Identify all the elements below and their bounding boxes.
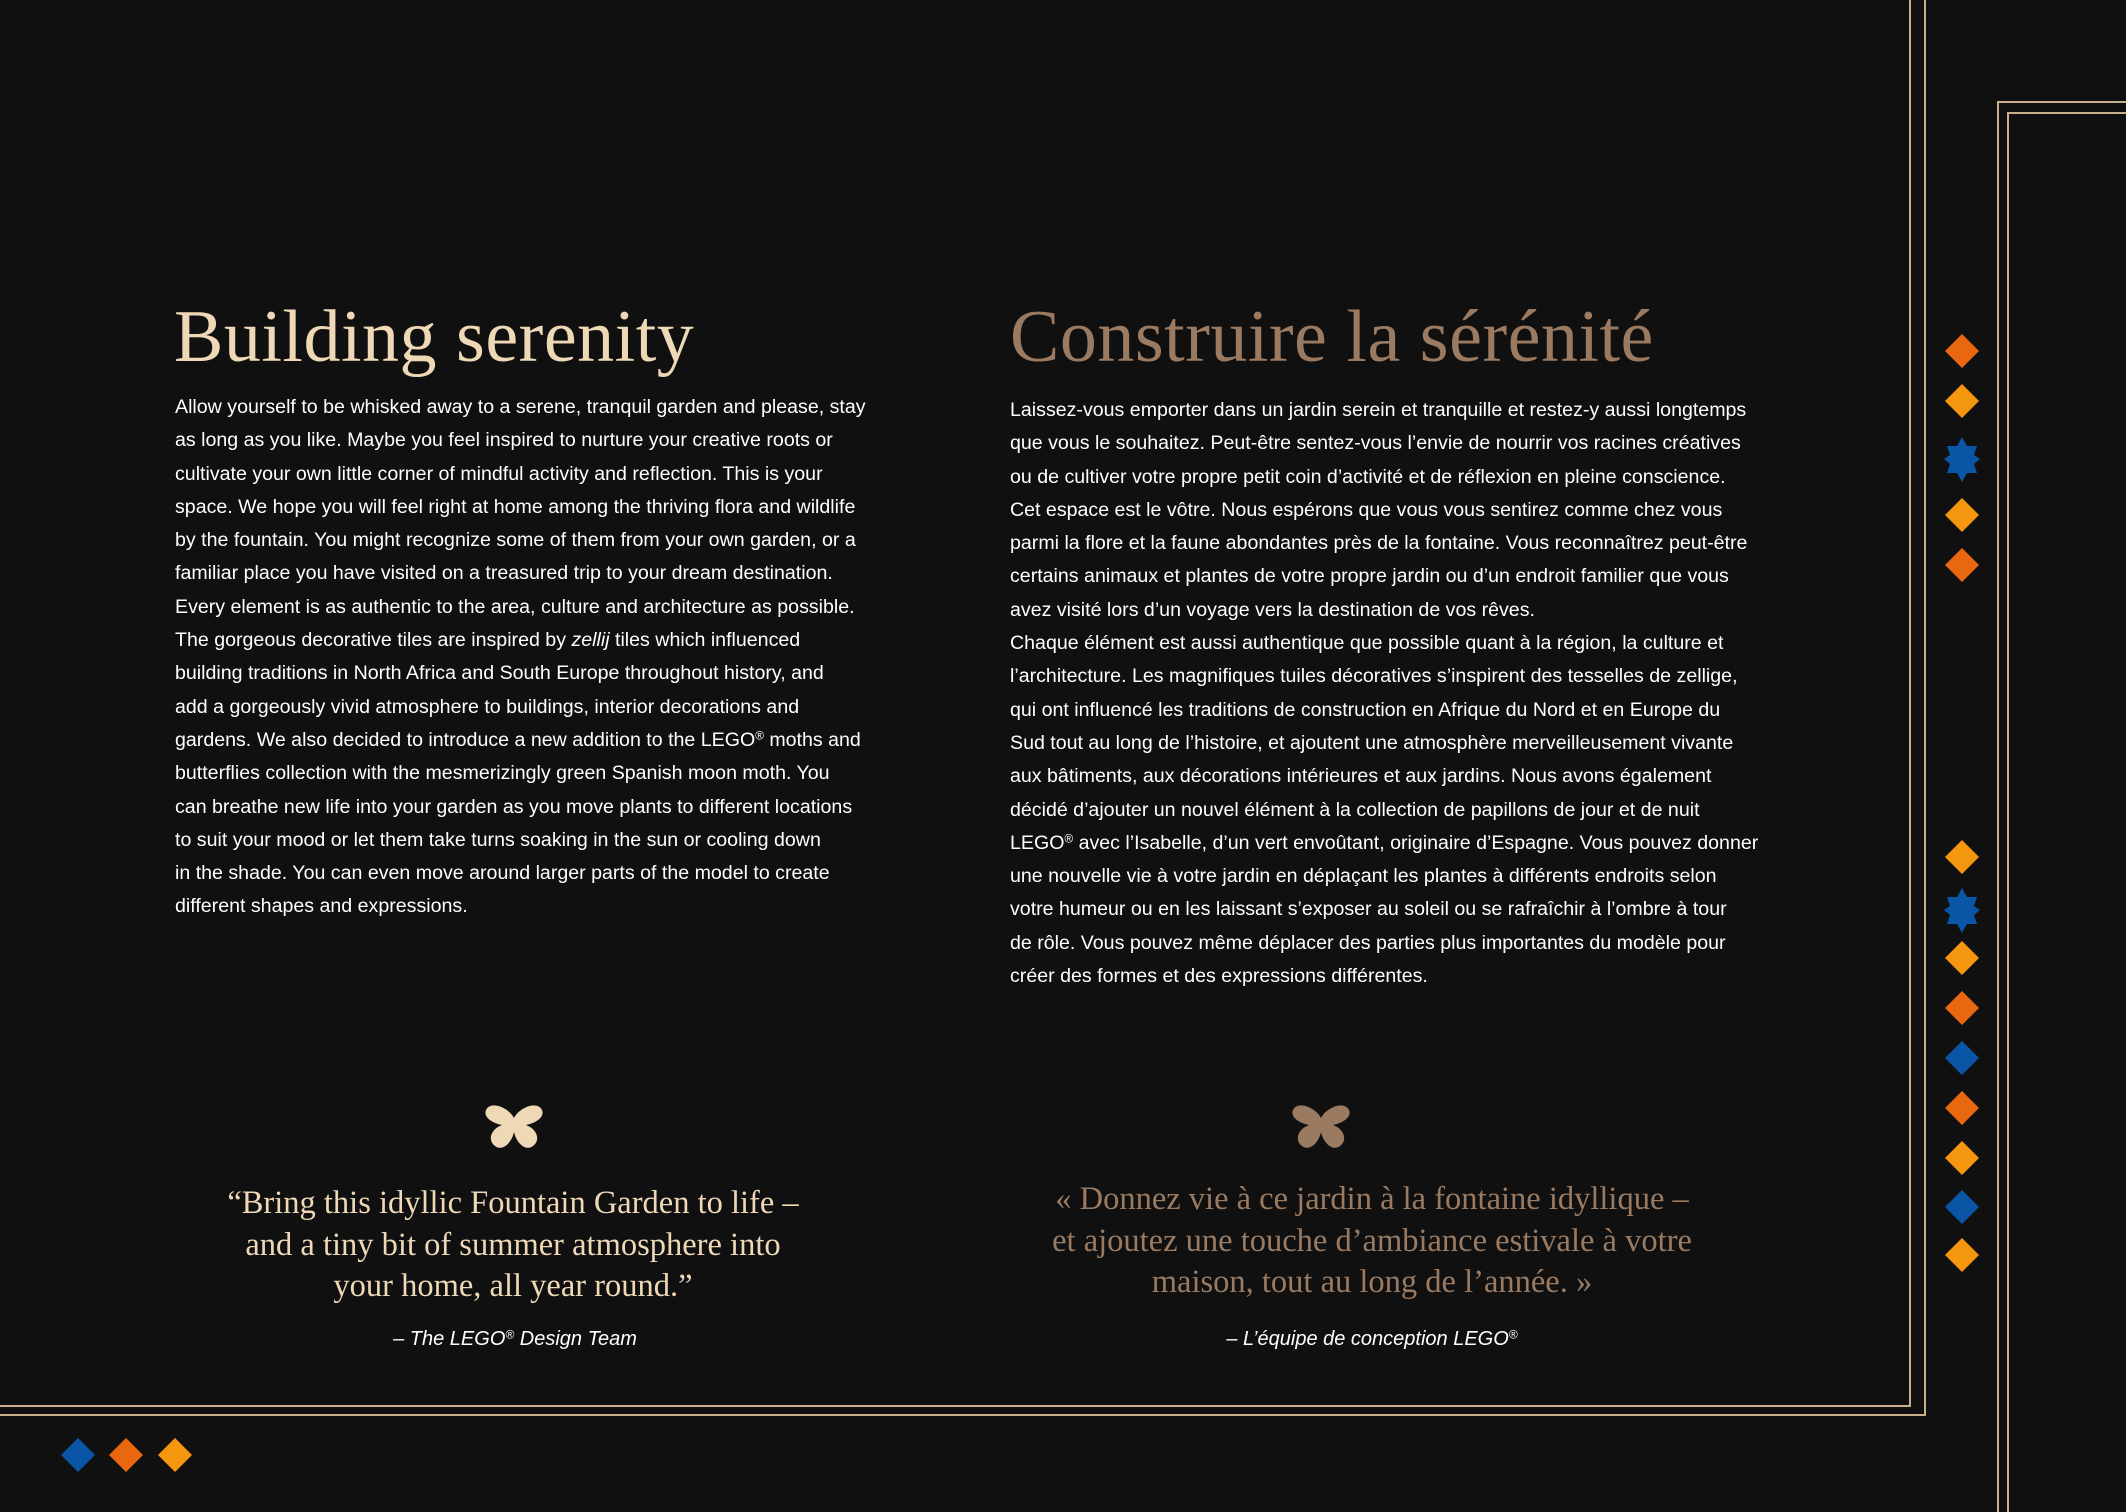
frame-line-outer-vertical [1924, 0, 1926, 1416]
credit-text: – The LEGO [393, 1328, 506, 1350]
frame-line-right-top-outer [1997, 101, 2126, 103]
body-line: by the fountain. You might recognize some of them from your own garden, or a [175, 529, 856, 552]
zellij-tile-icon [1945, 840, 1979, 874]
body-line: cultivate your own little corner of mindful activity and reflection. This is your [175, 462, 823, 485]
zellij-tile-icon [61, 1438, 95, 1472]
body-line: Cet espace est le vôtre. Nous espérons que vous vous sentirez comme chez vous [1010, 498, 1723, 521]
body-line: Sud tout au long de l’histoire, et ajoutent une atmosphère merveilleusement vivante [1010, 731, 1734, 754]
body-line: can breathe new life into your garden as you move plants to different locations [175, 795, 853, 818]
zellij-tile-icon [1945, 334, 1979, 368]
body-line: Every element is as authentic to the area, culture and architecture as possible. [175, 595, 855, 618]
body-line [175, 724, 905, 757]
zellij-tile-icon [1945, 498, 1979, 532]
zellij-tile-icon [1945, 1041, 1979, 1075]
body-line: avez visité lors d’un voyage vers la destination de vos rêves. [1010, 598, 1535, 621]
zellij-tile-icon [1945, 941, 1979, 975]
body-line: décidé d’ajouter un nouvel élément à la collection de papillons de jour et de nuit [1010, 798, 1700, 821]
body-text: moths and [763, 728, 861, 751]
body-line: Chaque élément est aussi authentique que possible quant à la région, la culture et [1010, 632, 1724, 655]
frame-line-right-vertical-inner [2007, 112, 2009, 1512]
zellij-tile-icon [1944, 437, 1980, 482]
quote-line: « Donnez vie à ce jardin à la fontaine idyllique – [1055, 1181, 1689, 1217]
quote-english [180, 1183, 846, 1308]
butterfly-icon [1290, 1098, 1352, 1154]
registered-mark: ® [1064, 832, 1074, 846]
body-text: The gorgeous decorative tiles are inspired by [175, 629, 572, 652]
body-line: Allow yourself to be whisked away to a serene, tranquil garden and please, stay [175, 396, 866, 418]
frame-line-right-vertical-outer [1997, 101, 1999, 1512]
quote-line: et ajoutez une touche d’ambiance estivale à votre [1052, 1222, 1692, 1259]
body-line: parmi la flore et la faune abondantes près de la fontaine. Vous reconnaîtrez peut-être [1010, 532, 1748, 555]
body-line: créer des formes et des expressions différentes. [1010, 965, 1428, 988]
zellij-tile-icon [1944, 888, 1980, 933]
body-text: gardens. We also decided to introduce a new addition to the LEGO [175, 728, 756, 751]
zellij-tile-icon [109, 1438, 143, 1472]
credit-text: – L’équipe de conception LEGO [1226, 1328, 1509, 1350]
body-line: ou de cultiver votre propre petit coin d’activité et de réflexion en pleine conscience. [1010, 465, 1726, 488]
body-text: tiles which influenced [609, 629, 801, 652]
zellij-tiles-bottom [56, 1434, 196, 1478]
body-line: to suit your mood or let them take turns soaking in the sun or cooling down [175, 828, 821, 851]
title-english: Building serenity [174, 296, 695, 378]
zellij-italic: zellij [571, 629, 610, 652]
body-line: votre humeur ou en les laissant s’exposer au soleil ou se rafraîchir à l’ombre à tour [1010, 898, 1727, 921]
body-line: building traditions in North Africa and South Europe throughout history, and [175, 662, 824, 685]
body-line: certains animaux et plantes de votre propre jardin ou d’un endroit familier que vous [1010, 565, 1729, 588]
title-french: Construire la sérénité [1010, 296, 1654, 378]
zellij-tile-icon [1945, 1091, 1979, 1125]
body-line: add a gorgeously vivid atmosphere to buildings, interior decorations and [175, 695, 800, 718]
quote-line: “Bring this idyllic Fountain Garden to life – [227, 1185, 799, 1221]
quote-line: your home, all year round.” [333, 1268, 693, 1304]
body-line: une nouvelle vie à votre jardin en déplaçant les plantes à différents endroits selon [1010, 865, 1717, 888]
frame-line-inner-vertical [1909, 0, 1911, 1407]
body-line: as long as you like. Maybe you feel inspired to nurture your creative roots or [175, 429, 833, 452]
body-line: qui ont influencé les traditions de construction en Afrique du Nord et en Europe du [1010, 698, 1721, 721]
butterfly-icon [483, 1098, 545, 1154]
frame-line-right-top-inner [2007, 112, 2126, 114]
zellij-tiles-right [1930, 320, 1994, 1280]
zellij-tile-icon [1945, 1141, 1979, 1175]
frame-line-inner-horizontal [0, 1405, 1911, 1407]
body-line: Laissez-vous emporter dans un jardin serein et tranquille et restez-y aussi longtemps [1010, 399, 1747, 421]
body-line: space. We hope you will feel right at home among the thriving flora and wildlife [175, 495, 856, 518]
body-line: de rôle. Vous pouvez même déplacer des parties plus importantes du modèle pour [1010, 931, 1726, 954]
body-text: LEGO [1010, 831, 1065, 854]
registered-mark: ® [1508, 1327, 1518, 1342]
registered-mark: ® [505, 1327, 515, 1342]
zellij-tile-icon [158, 1438, 192, 1472]
registered-mark: ® [755, 729, 764, 743]
quote-line: maison, tout au long de l’année. » [1151, 1264, 1593, 1300]
body-text: avec l’Isabelle, d’un vert envoûtant, originaire d’Espagne. Vous pouvez donner [1073, 831, 1759, 854]
zellij-tile-icon [1945, 548, 1979, 582]
zellij-tile-icon [1945, 1190, 1979, 1224]
body-french [1010, 394, 1780, 993]
body-line: l’architecture. Les magnifiques tuiles décoratives s’inspirent des tesselles de zellige, [1010, 665, 1738, 688]
body-line: aux bâtiments, aux décorations intérieures et aux jardins. Nous avons également [1010, 765, 1712, 788]
frame-line-outer-horizontal [0, 1414, 1926, 1416]
credit-english [320, 1326, 710, 1352]
body-line: familiar place you have visited on a treasured trip to your dream destination. [175, 562, 833, 585]
zellij-tile-icon [1945, 1238, 1979, 1272]
body-line: butterflies collection with the mesmerizingly green Spanish moon moth. You [175, 762, 830, 785]
body-line [175, 624, 905, 657]
credit-french [1172, 1326, 1572, 1352]
credit-text: Design Team [514, 1328, 637, 1350]
quote-line: and a tiny bit of summer atmosphere into [245, 1226, 781, 1263]
body-english [175, 391, 905, 924]
zellij-tile-icon [1945, 384, 1979, 418]
quote-french [1010, 1179, 1734, 1304]
body-line [1010, 827, 1780, 860]
body-line: different shapes and expressions. [175, 895, 468, 918]
body-line: in the shade. You can even move around larger parts of the model to create [175, 862, 830, 885]
zellij-tile-icon [1945, 991, 1979, 1025]
body-line: que vous le souhaitez. Peut-être sentez-vous l’envie de nourrir vos racines créatives [1010, 432, 1741, 455]
